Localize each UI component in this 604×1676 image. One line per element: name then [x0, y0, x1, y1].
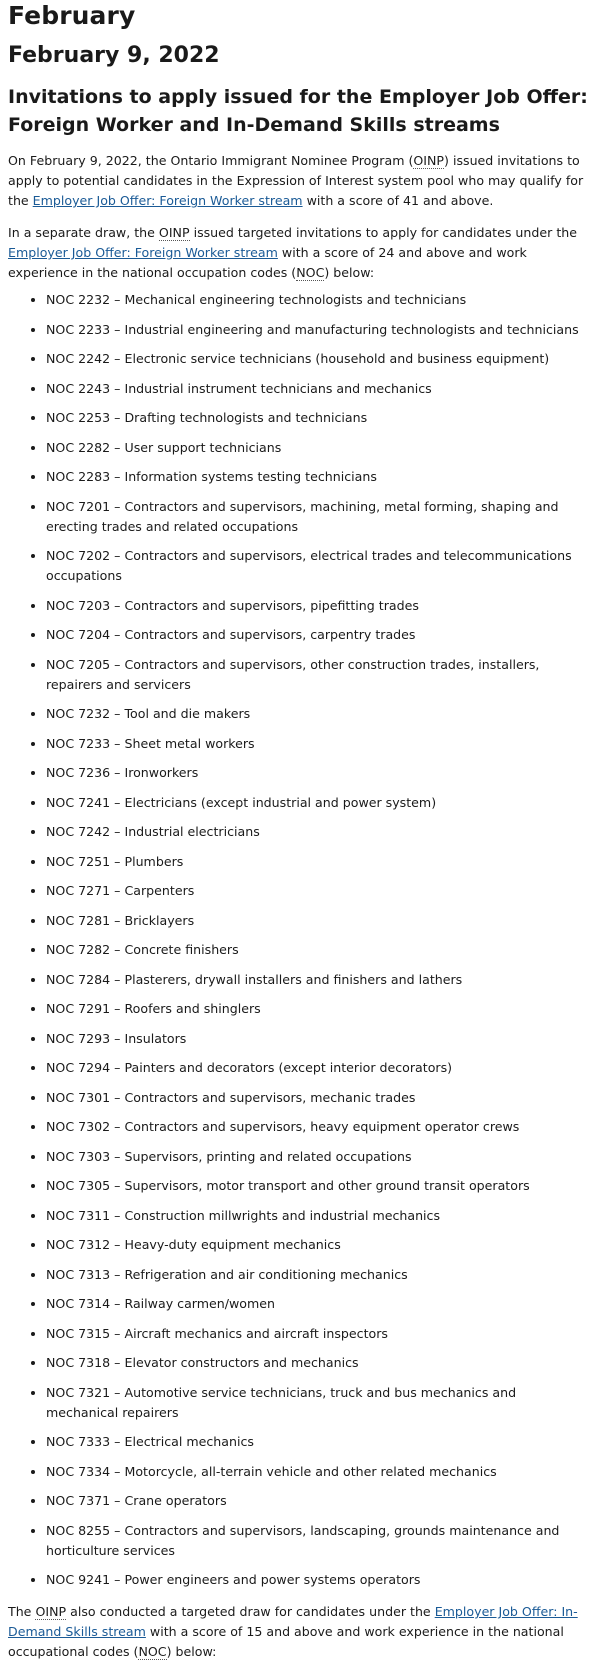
separate-draw-paragraph: In a separate draw, the OINP issued targeted invitations to apply for candidates under the Employer Job Offer: Foreign Worker stream with a score of 24 and above and work experience in the national occupation codes (NOC) below:	[8, 225, 577, 280]
noc-list-item: • NOC 7291 – Roofers and shinglers	[46, 999, 596, 1019]
oinp-abbr: OINP	[35, 1604, 67, 1619]
noc-list-item: • NOC 7293 – Insulators	[46, 1029, 596, 1049]
oinp-abbr: OINP	[413, 153, 445, 168]
noc-list-item: • NOC 7201 – Contractors and supervisors, machining, metal forming, shaping and erecting trades and related occupations	[46, 497, 596, 537]
noc-list-item: • NOC 7318 – Elevator constructors and mechanics	[46, 1353, 596, 1373]
noc-list-item: • NOC 7305 – Supervisors, motor transport and other ground transit operators	[46, 1176, 596, 1196]
oinp-abbr: OINP	[158, 225, 190, 240]
noc-list-item: • NOC 2233 – Industrial engineering and manufacturing technologists and technicians	[46, 320, 596, 340]
noc-list-item: • NOC 7303 – Supervisors, printing and related occupations	[46, 1147, 596, 1167]
noc-list-item: • NOC 7282 – Concrete finishers	[46, 940, 596, 960]
noc-list-item: • NOC 7241 – Electricians (except industrial and power system)	[46, 793, 596, 813]
noc-list-item: • NOC 7232 – Tool and die makers	[46, 704, 596, 724]
noc-list-item: • NOC 7315 – Aircraft mechanics and aircraft inspectors	[46, 1324, 596, 1344]
noc-list-item: • NOC 8255 – Contractors and supervisors, landscaping, grounds maintenance and horticulture services	[46, 1521, 596, 1561]
noc-list-item: • NOC 7311 – Construction millwrights and industrial mechanics	[46, 1206, 596, 1226]
noc-list-item: • NOC 7301 – Contractors and supervisors, mechanic trades	[46, 1088, 596, 1108]
noc-list-item: • NOC 2253 – Drafting technologists and technicians	[46, 408, 596, 428]
noc-list-item: • NOC 2232 – Mechanical engineering technologists and technicians	[46, 290, 596, 310]
noc-list-item: • NOC 7236 – Ironworkers	[46, 763, 596, 783]
intro-paragraph: On February 9, 2022, the Ontario Immigrant Nominee Program (OINP) issued invitations to apply to potential candidates in the Expression of Interest system pool who may qualify for the Employer Job Offer: Foreign Worker stream with a score of 41 and above.	[8, 153, 584, 208]
noc-list-item: • NOC 7233 – Sheet metal workers	[46, 734, 596, 754]
noc-list-item: • NOC 2243 – Industrial instrument technicians and mechanics	[46, 379, 596, 399]
noc-list-item: • NOC 7205 – Contractors and supervisors, other construction trades, installers, repairers and servicers	[46, 655, 596, 695]
foreign-worker-stream-link[interactable]: Employer Job Offer: Foreign Worker stream	[32, 193, 303, 208]
noc-list-item: • NOC 7203 – Contractors and supervisors, pipefitting trades	[46, 596, 596, 616]
announcement-title: Invitations to apply issued for the Employer Job Offer: Foreign Worker and In-Demand Skills streams	[8, 86, 588, 136]
noc-list-item: • NOC 7302 – Contractors and supervisors, heavy equipment operator crews	[46, 1117, 596, 1137]
noc-list-item: • NOC 7314 – Railway carmen/women	[46, 1294, 596, 1314]
in-demand-paragraph: The OINP also conducted a targeted draw for candidates under the Employer Job Offer: In-Demand Skills stream with a score of 15 and above and work experience in the national occupational codes (NOC) below:	[8, 1604, 578, 1659]
noc-list-item: • NOC 2283 – Information systems testing technicians	[46, 467, 596, 487]
noc-list-item: • NOC 7202 – Contractors and supervisors, electrical trades and telecommunications occupations	[46, 546, 596, 586]
noc-list-item: • NOC 7204 – Contractors and supervisors, carpentry trades	[46, 625, 596, 645]
noc-abbr: NOC	[296, 265, 325, 280]
noc-list-item: • NOC 7321 – Automotive service technicians, truck and bus mechanics and mechanical repairers	[46, 1383, 596, 1423]
noc-list-item: • NOC 7294 – Painters and decorators (except interior decorators)	[46, 1058, 596, 1078]
noc-abbr: NOC	[138, 1644, 167, 1659]
month-heading: February	[8, 1, 136, 30]
noc-list-item: • NOC 7242 – Industrial electricians	[46, 822, 596, 842]
noc-list-item: • NOC 7333 – Electrical mechanics	[46, 1432, 596, 1452]
noc-list-item: • NOC 7251 – Plumbers	[46, 852, 596, 872]
date-heading: February 9, 2022	[8, 43, 220, 68]
noc-list-item: • NOC 7313 – Refrigeration and air conditioning mechanics	[46, 1265, 596, 1285]
noc-list-item: • NOC 7271 – Carpenters	[46, 881, 596, 901]
noc-list-item: • NOC 7371 – Crane operators	[46, 1491, 596, 1511]
noc-list-item: • NOC 9241 – Power engineers and power systems operators	[46, 1570, 596, 1590]
noc-list-item: • NOC 7284 – Plasterers, drywall installers and finishers and lathers	[46, 970, 596, 990]
noc-list-item: • NOC 2242 – Electronic service technicians (household and business equipment)	[46, 349, 596, 369]
noc-list-item: • NOC 7312 – Heavy-duty equipment mechanics	[46, 1235, 596, 1255]
in-demand-skills-stream-link[interactable]: Employer Job Offer: In-Demand Skills stream	[8, 1604, 578, 1639]
noc-list-item: • NOC 7334 – Motorcycle, all-terrain vehicle and other related mechanics	[46, 1462, 596, 1482]
foreign-worker-stream-link[interactable]: Employer Job Offer: Foreign Worker stream	[8, 245, 278, 260]
noc-list	[8, 290, 596, 1590]
noc-list-item: • NOC 2282 – User support technicians	[46, 438, 596, 458]
noc-list-item: • NOC 7281 – Bricklayers	[46, 911, 596, 931]
